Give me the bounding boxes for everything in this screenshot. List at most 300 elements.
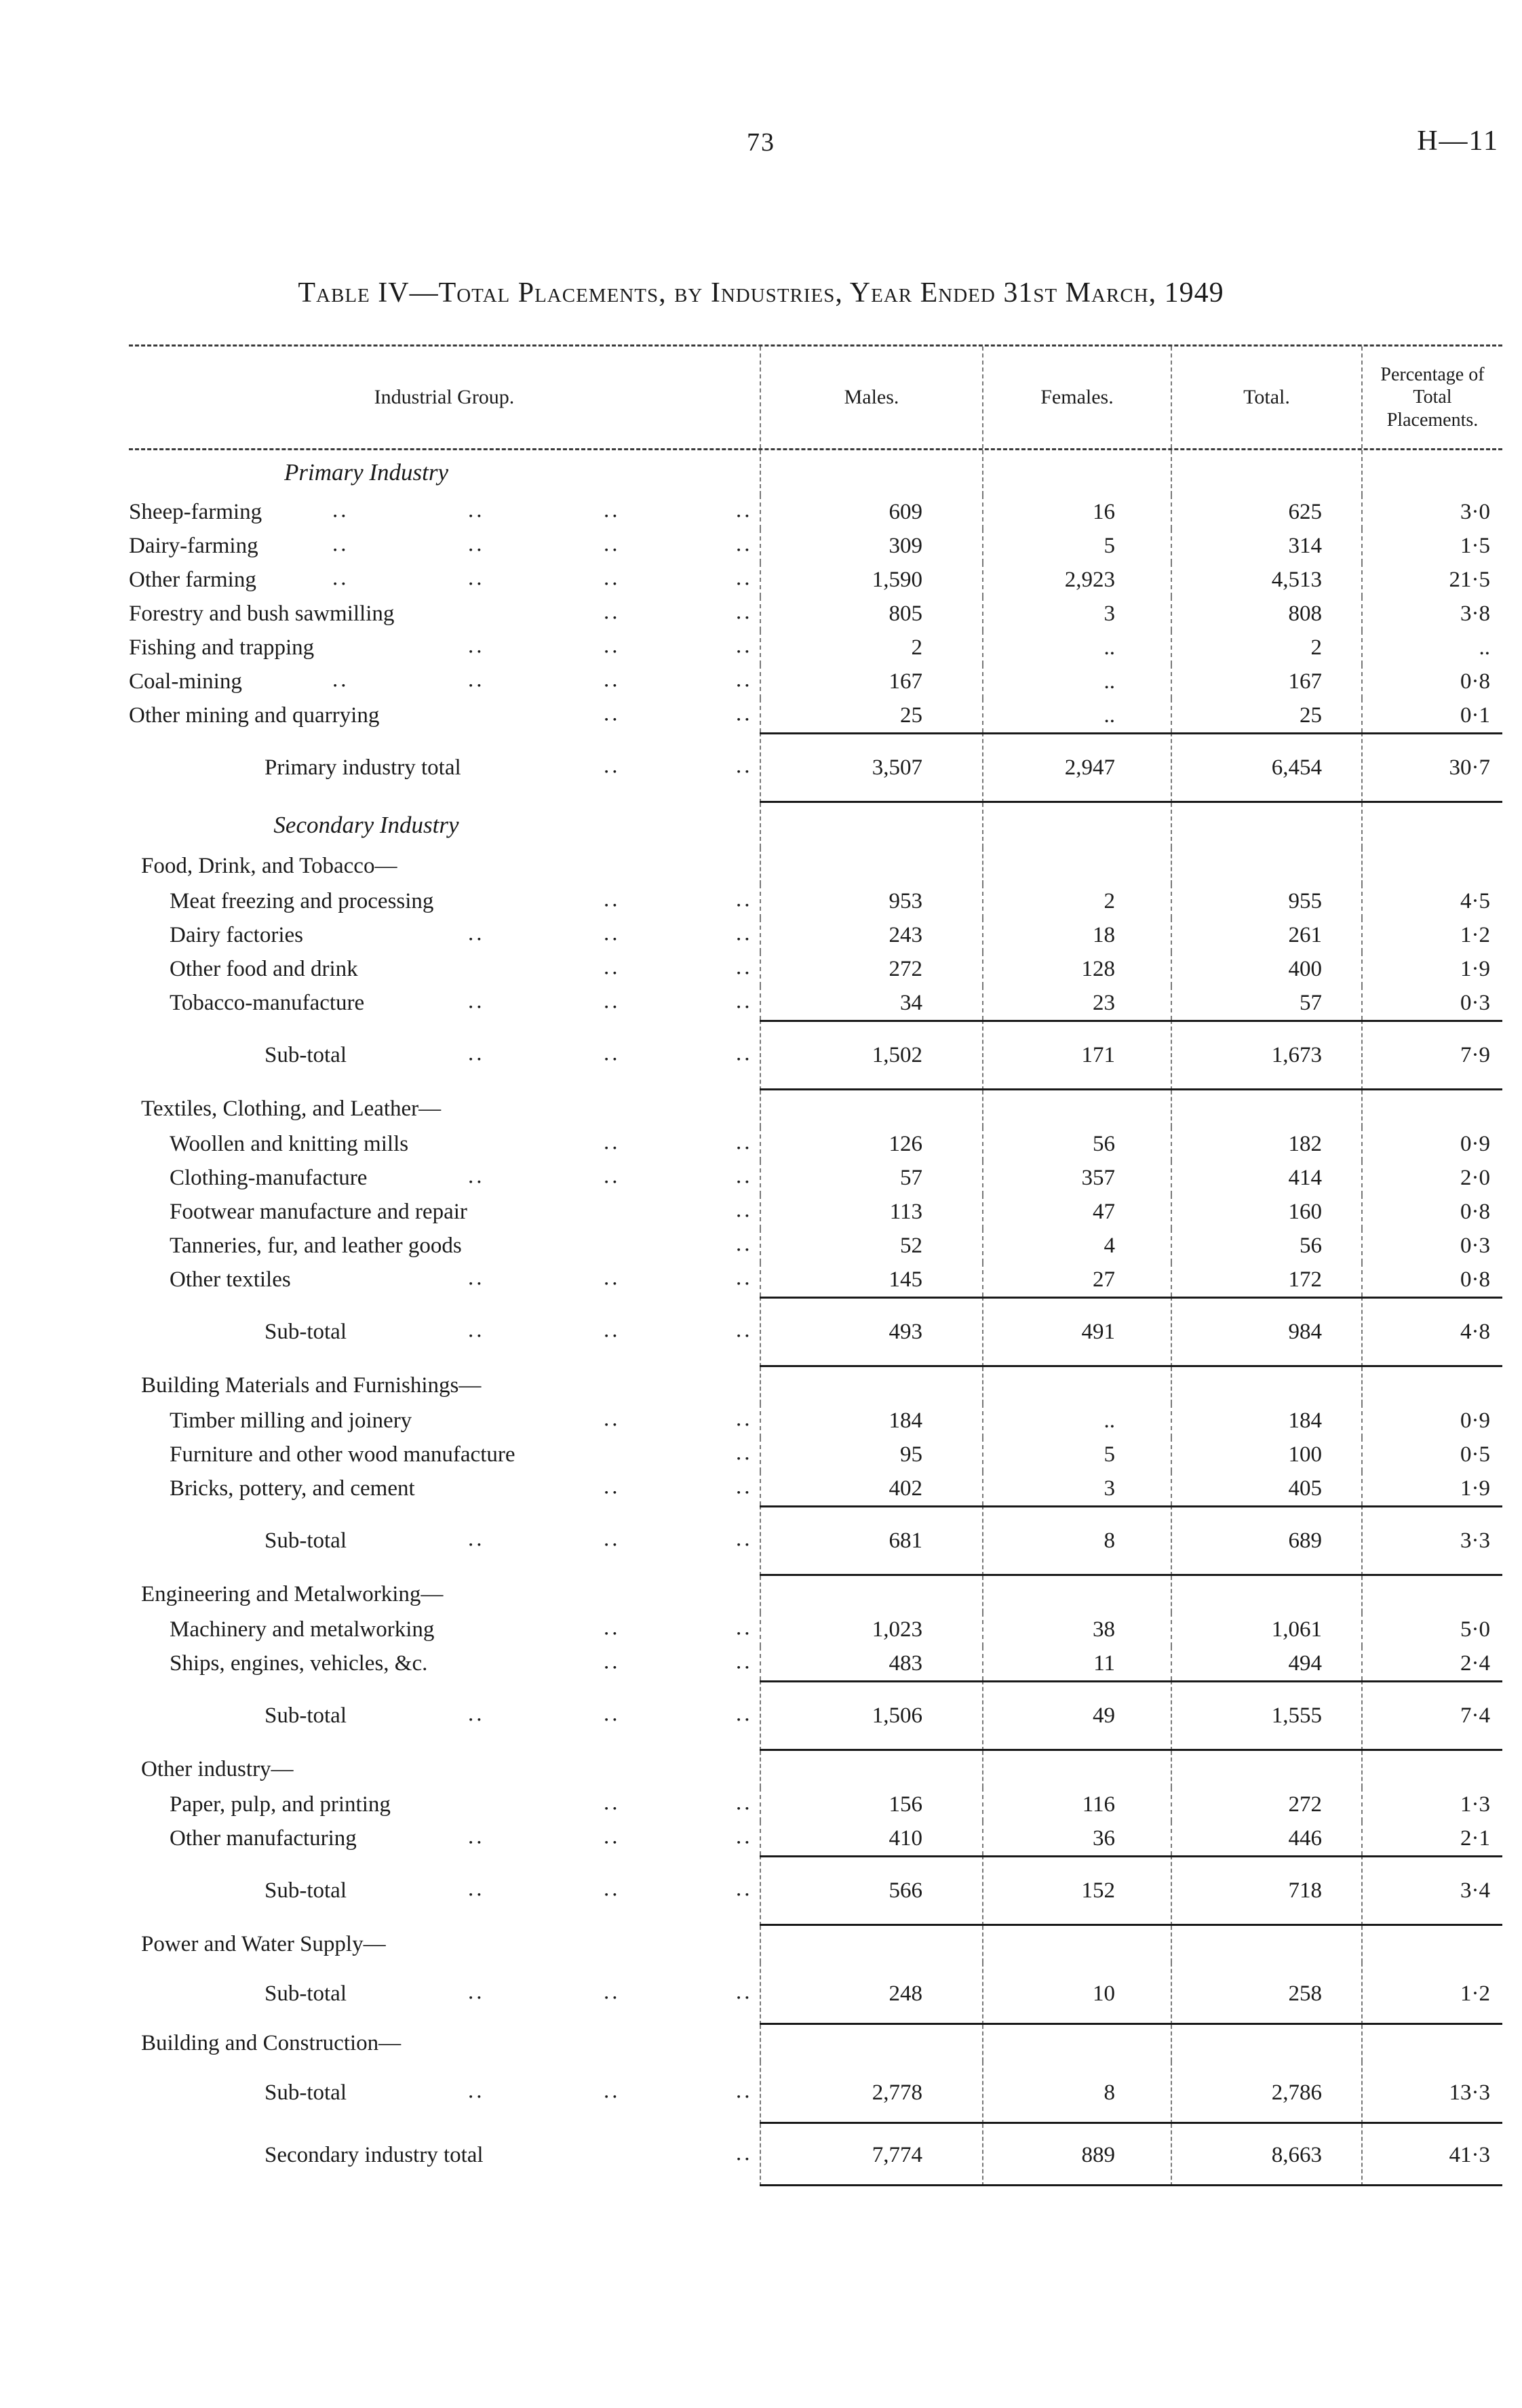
industrial-group-cell	[129, 1926, 760, 1962]
total-cell: 689	[1171, 1505, 1361, 1576]
table-row	[129, 952, 1502, 986]
percentage-cell: 2·1	[1361, 1821, 1502, 1855]
females-cell	[982, 1576, 1171, 1613]
males-cell: 309	[760, 529, 982, 563]
males-cell: 609	[760, 495, 982, 529]
females-cell: 18	[982, 918, 1171, 952]
leader-dots: ..	[468, 1526, 485, 1552]
males-cell: 402	[760, 1472, 982, 1505]
group-heading-row	[129, 1751, 1502, 1788]
leader-dots: ..	[736, 1615, 753, 1640]
row-label: Sub-total	[265, 1703, 347, 1728]
row-label: Coal-mining	[129, 669, 242, 694]
percentage-cell: 21·5	[1361, 563, 1502, 597]
industrial-group-cell	[129, 563, 760, 597]
table-row	[129, 631, 1502, 665]
percentage-cell	[1361, 1367, 1502, 1404]
total-cell: 1,673	[1171, 1020, 1361, 1090]
industrial-group-cell	[129, 848, 760, 884]
males-cell: 953	[760, 884, 982, 918]
total-cell: 261	[1171, 918, 1361, 952]
total-cell: 4,513	[1171, 563, 1361, 597]
table-row	[129, 1229, 1502, 1263]
total-cell	[1171, 848, 1361, 884]
total-row	[129, 732, 1502, 803]
leader-dots: ..	[736, 753, 753, 778]
column-header-males: Males.	[760, 347, 982, 448]
females-cell: 38	[982, 1613, 1171, 1646]
total-cell: 182	[1171, 1127, 1361, 1161]
leader-dots: ..	[468, 1979, 485, 2005]
females-cell: 152	[982, 1855, 1171, 1926]
males-cell: 34	[760, 986, 982, 1020]
row-label: Tanneries, fur, and leather goods	[170, 1233, 462, 1258]
males-cell: 167	[760, 665, 982, 698]
total-cell: 1,555	[1171, 1680, 1361, 1751]
industrial-group-cell	[129, 450, 760, 495]
industrial-group-cell	[129, 918, 760, 952]
percentage-cell: 7·4	[1361, 1680, 1502, 1751]
row-label: Machinery and metalworking	[170, 1617, 435, 1642]
females-cell: 2	[982, 884, 1171, 918]
table-row	[129, 665, 1502, 698]
leader-dots: ..	[736, 1198, 753, 1223]
row-label: Food, Drink, and Tobacco—	[141, 853, 397, 878]
leader-dots: ..	[468, 1824, 485, 1849]
percentage-cell	[1361, 1576, 1502, 1613]
table-row	[129, 1161, 1502, 1195]
table-row	[129, 1195, 1502, 1229]
males-cell: 113	[760, 1195, 982, 1229]
table-row	[129, 1821, 1502, 1855]
industrial-group-cell	[129, 1646, 760, 1680]
leader-dots: ..	[604, 1824, 621, 1849]
males-cell	[760, 1367, 982, 1404]
row-label: Engineering and Metalworking—	[141, 1581, 444, 1606]
percentage-cell	[1361, 1926, 1502, 1962]
leader-dots: ..	[736, 2078, 753, 2104]
industrial-group-cell	[129, 1680, 760, 1751]
percentage-cell: 0·8	[1361, 1195, 1502, 1229]
total-cell: 258	[1171, 1962, 1361, 2025]
males-cell: 483	[760, 1646, 982, 1680]
males-cell: 1,502	[760, 1020, 982, 1090]
industrial-group-cell	[129, 2124, 760, 2186]
total-cell: 446	[1171, 1821, 1361, 1855]
leader-dots: ..	[604, 532, 621, 557]
females-cell: 10	[982, 1962, 1171, 2025]
females-cell	[982, 1090, 1171, 1127]
industrial-group-cell	[129, 698, 760, 732]
leader-dots: ..	[468, 1876, 485, 1901]
leader-dots: ..	[604, 921, 621, 946]
leader-dots: ..	[604, 566, 621, 591]
females-cell: 49	[982, 1680, 1171, 1751]
group-heading-row	[129, 1367, 1502, 1404]
industrial-group-cell	[129, 1962, 760, 2025]
females-cell: 116	[982, 1788, 1171, 1821]
percentage-cell: 0·9	[1361, 1404, 1502, 1438]
table-row	[129, 986, 1502, 1020]
leader-dots: ..	[468, 1164, 485, 1189]
row-label: Other industry—	[141, 1756, 294, 1781]
leader-dots: ..	[604, 1876, 621, 1901]
leader-dots: ..	[604, 701, 621, 726]
leader-dots: ..	[604, 1649, 621, 1674]
row-label: Building Materials and Furnishings—	[141, 1373, 482, 1398]
females-cell: ..	[982, 698, 1171, 732]
row-label: Other textiles	[170, 1267, 291, 1292]
total-cell: 160	[1171, 1195, 1361, 1229]
industrial-group-cell	[129, 952, 760, 986]
females-cell: 5	[982, 1438, 1171, 1472]
leader-dots: ..	[736, 1265, 753, 1290]
section-heading-row	[129, 803, 1502, 848]
females-cell: 36	[982, 1821, 1171, 1855]
percentage-cell: 1·2	[1361, 1962, 1502, 2025]
leader-dots: ..	[468, 989, 485, 1014]
percentage-cell: 0·8	[1361, 665, 1502, 698]
total-cell: 718	[1171, 1855, 1361, 1926]
industrial-group-cell	[129, 732, 760, 803]
total-cell	[1171, 1926, 1361, 1962]
males-cell: 272	[760, 952, 982, 986]
females-cell	[982, 1367, 1171, 1404]
males-cell: 1,023	[760, 1613, 982, 1646]
leader-dots: ..	[332, 667, 349, 692]
industrial-group-cell	[129, 1576, 760, 1613]
males-cell: 1,506	[760, 1680, 982, 1751]
males-cell	[760, 1926, 982, 1962]
females-cell: 56	[982, 1127, 1171, 1161]
leader-dots: ..	[736, 1824, 753, 1849]
row-label: Meat freezing and processing	[170, 888, 434, 913]
total-cell	[1171, 450, 1361, 495]
leader-dots: ..	[736, 1130, 753, 1155]
industrial-group-cell	[129, 1472, 760, 1505]
percentage-cell: 5·0	[1361, 1613, 1502, 1646]
females-cell: 128	[982, 952, 1171, 986]
leader-dots: ..	[468, 1041, 485, 1066]
males-cell: 7,774	[760, 2124, 982, 2186]
males-cell: 248	[760, 1962, 982, 2025]
percentage-cell: 0·1	[1361, 698, 1502, 732]
industrial-group-cell	[129, 1020, 760, 1090]
total-row	[129, 2061, 1502, 2124]
table-row	[129, 1127, 1502, 1161]
leader-dots: ..	[604, 753, 621, 778]
percentage-cell: 0·3	[1361, 986, 1502, 1020]
percentage-cell	[1361, 2025, 1502, 2061]
males-cell: 1,590	[760, 563, 982, 597]
leader-dots: ..	[468, 498, 485, 523]
table-body	[129, 450, 1502, 2186]
total-cell	[1171, 1367, 1361, 1404]
leader-dots: ..	[604, 1130, 621, 1155]
leader-dots: ..	[736, 667, 753, 692]
row-label: Other mining and quarrying	[129, 703, 380, 728]
percentage-cell: 0·3	[1361, 1229, 1502, 1263]
leader-dots: ..	[468, 2078, 485, 2104]
percentage-cell: 41·3	[1361, 2124, 1502, 2186]
percentage-cell	[1361, 803, 1502, 848]
percentage-cell: 2·4	[1361, 1646, 1502, 1680]
females-cell	[982, 848, 1171, 884]
row-label: Sub-total	[265, 1042, 347, 1067]
percentage-cell: 3·3	[1361, 1505, 1502, 1576]
females-cell: ..	[982, 1404, 1171, 1438]
industrial-group-cell	[129, 1297, 760, 1367]
leader-dots: ..	[736, 921, 753, 946]
leader-dots: ..	[736, 1649, 753, 1674]
table-row	[129, 597, 1502, 631]
total-row	[129, 1020, 1502, 1090]
females-cell: 889	[982, 2124, 1171, 2186]
leader-dots: ..	[468, 1318, 485, 1343]
column-header-females: Females.	[982, 347, 1171, 448]
percentage-cell	[1361, 1751, 1502, 1788]
total-cell: 808	[1171, 597, 1361, 631]
leader-dots: ..	[736, 1526, 753, 1552]
industrial-group-cell	[129, 1195, 760, 1229]
total-cell: 1,061	[1171, 1613, 1361, 1646]
column-header-total: Total.	[1171, 347, 1361, 448]
column-header-industrial-group: Industrial Group.	[374, 386, 515, 408]
percentage-cell: 30·7	[1361, 732, 1502, 803]
females-cell: 2,923	[982, 563, 1171, 597]
males-cell	[760, 1090, 982, 1127]
percentage-cell: 0·5	[1361, 1438, 1502, 1472]
females-cell: 27	[982, 1263, 1171, 1297]
females-cell: 3	[982, 597, 1171, 631]
males-cell	[760, 1576, 982, 1613]
leader-dots: ..	[736, 599, 753, 625]
industrial-group-cell	[129, 1229, 760, 1263]
leader-dots: ..	[604, 1406, 621, 1432]
row-label: Building and Construction—	[141, 2030, 402, 2055]
total-cell: 955	[1171, 884, 1361, 918]
industrial-group-cell	[129, 495, 760, 529]
row-label: Secondary Industry	[273, 812, 459, 838]
row-label: Sub-total	[265, 1528, 347, 1553]
females-cell: 2,947	[982, 732, 1171, 803]
leader-dots: ..	[604, 1474, 621, 1499]
females-cell: 16	[982, 495, 1171, 529]
percentage-cell: 1·9	[1361, 952, 1502, 986]
males-cell: 126	[760, 1127, 982, 1161]
row-label: Other food and drink	[170, 956, 358, 981]
industrial-group-cell	[129, 1438, 760, 1472]
males-cell: 2	[760, 631, 982, 665]
leader-dots: ..	[604, 633, 621, 658]
leader-dots: ..	[604, 1041, 621, 1066]
leader-dots: ..	[604, 955, 621, 980]
total-cell: 8,663	[1171, 2124, 1361, 2186]
leader-dots: ..	[736, 1701, 753, 1726]
leader-dots: ..	[604, 1318, 621, 1343]
males-cell	[760, 1751, 982, 1788]
leader-dots: ..	[736, 1979, 753, 2005]
row-label: Forestry and bush sawmilling	[129, 601, 395, 626]
row-label: Woollen and knitting mills	[170, 1131, 409, 1156]
row-label: Paper, pulp, and printing	[170, 1792, 391, 1817]
percentage-cell: 13·3	[1361, 2061, 1502, 2124]
females-cell: 4	[982, 1229, 1171, 1263]
percentage-cell: 1·2	[1361, 918, 1502, 952]
group-heading-row	[129, 2025, 1502, 2061]
females-cell	[982, 1751, 1171, 1788]
industrial-group-cell	[129, 597, 760, 631]
total-row	[129, 2124, 1502, 2186]
males-cell	[760, 848, 982, 884]
males-cell: 25	[760, 698, 982, 732]
total-row	[129, 1680, 1502, 1751]
leader-dots: ..	[604, 989, 621, 1014]
leader-dots: ..	[332, 566, 349, 591]
percentage-cell: 3·8	[1361, 597, 1502, 631]
industrial-group-cell	[129, 529, 760, 563]
leader-dots: ..	[736, 1041, 753, 1066]
industrial-group-cell	[129, 1263, 760, 1297]
leader-dots: ..	[604, 1701, 621, 1726]
leader-dots: ..	[468, 1265, 485, 1290]
table-row	[129, 495, 1502, 529]
leader-dots: ..	[604, 599, 621, 625]
leader-dots: ..	[736, 989, 753, 1014]
total-cell: 400	[1171, 952, 1361, 986]
males-cell: 57	[760, 1161, 982, 1195]
leader-dots: ..	[332, 498, 349, 523]
leader-dots: ..	[468, 921, 485, 946]
leader-dots: ..	[736, 955, 753, 980]
males-cell	[760, 803, 982, 848]
percentage-cell: 1·5	[1361, 529, 1502, 563]
leader-dots: ..	[736, 498, 753, 523]
total-cell: 272	[1171, 1788, 1361, 1821]
row-label: Bricks, pottery, and cement	[170, 1476, 415, 1501]
females-cell: ..	[982, 665, 1171, 698]
group-heading-row	[129, 1090, 1502, 1127]
industrial-group-cell	[129, 631, 760, 665]
percentage-cell: 7·9	[1361, 1020, 1502, 1090]
leader-dots: ..	[604, 1615, 621, 1640]
leader-dots: ..	[736, 1876, 753, 1901]
males-cell: 156	[760, 1788, 982, 1821]
row-label: Footwear manufacture and repair	[170, 1199, 467, 1224]
industrial-group-cell	[129, 803, 760, 848]
industrial-group-cell	[129, 986, 760, 1020]
total-cell	[1171, 1090, 1361, 1127]
row-label: Sub-total	[265, 2080, 347, 2105]
industrial-group-cell	[129, 1788, 760, 1821]
leader-dots: ..	[736, 1231, 753, 1257]
table-row	[129, 1646, 1502, 1680]
industrial-group-cell	[129, 1127, 760, 1161]
total-cell: 494	[1171, 1646, 1361, 1680]
males-cell: 95	[760, 1438, 982, 1472]
row-label: Timber milling and joinery	[170, 1408, 412, 1433]
row-label: Sub-total	[265, 1981, 347, 2006]
total-cell	[1171, 803, 1361, 848]
leader-dots: ..	[604, 1790, 621, 1815]
page-number: 73	[747, 128, 775, 157]
males-cell: 805	[760, 597, 982, 631]
females-cell	[982, 1926, 1171, 1962]
row-label: Tobacco-manufacture	[170, 990, 365, 1015]
females-cell: 171	[982, 1020, 1171, 1090]
females-cell: 3	[982, 1472, 1171, 1505]
leader-dots: ..	[736, 532, 753, 557]
total-cell	[1171, 1576, 1361, 1613]
row-label: Dairy-farming	[129, 533, 258, 558]
percentage-cell	[1361, 848, 1502, 884]
males-cell	[760, 450, 982, 495]
percentage-cell: 2·0	[1361, 1161, 1502, 1195]
total-row	[129, 1505, 1502, 1576]
table-title: Table IV—Total Placements, by Industries, Year Ended 31st March, 1949	[298, 277, 1224, 309]
total-cell: 167	[1171, 665, 1361, 698]
total-row	[129, 1855, 1502, 1926]
row-label: Ships, engines, vehicles, &c.	[170, 1651, 428, 1676]
leader-dots: ..	[468, 566, 485, 591]
industrial-group-cell	[129, 2025, 760, 2061]
total-cell	[1171, 1751, 1361, 1788]
leader-dots: ..	[604, 667, 621, 692]
males-cell: 243	[760, 918, 982, 952]
row-label: Furniture and other wood manufacture	[170, 1442, 515, 1467]
document-reference: H—11	[1417, 125, 1499, 157]
males-cell: 410	[760, 1821, 982, 1855]
total-cell: 184	[1171, 1404, 1361, 1438]
table-row	[129, 1404, 1502, 1438]
leader-dots: ..	[604, 1979, 621, 2005]
industrial-group-cell	[129, 884, 760, 918]
males-cell: 184	[760, 1404, 982, 1438]
industrial-group-cell	[129, 1613, 760, 1646]
males-cell: 566	[760, 1855, 982, 1926]
leader-dots: ..	[604, 1526, 621, 1552]
total-row	[129, 1297, 1502, 1367]
percentage-cell: 0·9	[1361, 1127, 1502, 1161]
row-label: Power and Water Supply—	[141, 1931, 386, 1956]
row-label: Other manufacturing	[170, 1825, 357, 1851]
total-cell: 414	[1171, 1161, 1361, 1195]
table-row	[129, 1613, 1502, 1646]
leader-dots: ..	[604, 1265, 621, 1290]
percentage-cell: 1·3	[1361, 1788, 1502, 1821]
leader-dots: ..	[736, 1474, 753, 1499]
total-cell: 56	[1171, 1229, 1361, 1263]
industrial-group-cell	[129, 1855, 760, 1926]
males-cell: 145	[760, 1263, 982, 1297]
total-cell: 100	[1171, 1438, 1361, 1472]
total-cell: 2	[1171, 631, 1361, 665]
males-cell	[760, 2025, 982, 2061]
females-cell: 47	[982, 1195, 1171, 1229]
row-label: Secondary industry total	[265, 2142, 484, 2167]
total-cell: 57	[1171, 986, 1361, 1020]
leader-dots: ..	[332, 532, 349, 557]
males-cell: 493	[760, 1297, 982, 1367]
percentage-cell: 3·0	[1361, 495, 1502, 529]
total-cell: 405	[1171, 1472, 1361, 1505]
total-cell: 625	[1171, 495, 1361, 529]
table-row	[129, 529, 1502, 563]
row-label: Other farming	[129, 567, 256, 592]
females-cell: 5	[982, 529, 1171, 563]
leader-dots: ..	[468, 633, 485, 658]
group-heading-row	[129, 848, 1502, 884]
